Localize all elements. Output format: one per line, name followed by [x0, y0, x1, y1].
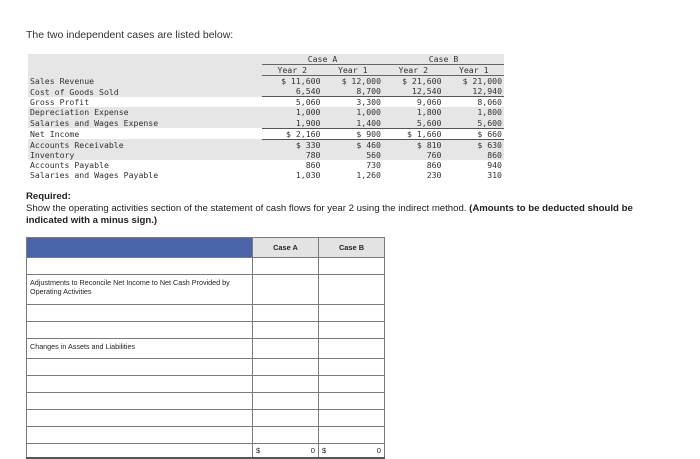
answer-header-case-b: Case B: [319, 238, 385, 258]
value-case-a-year2: $ 11,600: [262, 76, 323, 87]
case-b-year2-header: Year 2: [383, 65, 444, 76]
answer-case-a-input[interactable]: [253, 322, 319, 339]
value-case-a-year2: 1,030: [262, 170, 323, 180]
value-case-a-year2: 5,060: [262, 97, 323, 108]
value-case-a-year1: 3,300: [323, 97, 384, 108]
answer-case-b-input[interactable]: [319, 322, 385, 339]
value-case-b-year2: 12,540: [383, 86, 444, 97]
value-case-a-year1: 730: [323, 160, 384, 170]
answer-label-input[interactable]: [27, 427, 253, 444]
case-b-year1-header: Year 1: [444, 65, 505, 76]
value-case-b-year1: 8,060: [444, 97, 505, 108]
row-label: Salaries and Wages Expense: [28, 118, 262, 129]
answer-case-b-input[interactable]: [319, 376, 385, 393]
value-case-b-year1: 12,940: [444, 86, 505, 97]
answer-case-b-input[interactable]: [319, 427, 385, 444]
value-case-a-year2: $ 330: [262, 139, 323, 150]
answer-label-input[interactable]: [27, 393, 253, 410]
row-accounts-payable: [28, 160, 504, 170]
row-label: Net Income: [28, 128, 262, 139]
adjustments-section-label: Adjustments to Reconcile Net Income to Net Cash Provided by Operating Activities: [27, 275, 253, 305]
row-accounts-receivable: [28, 139, 504, 150]
value-case-a-year2: 6,540: [262, 86, 323, 97]
answer-table: [26, 237, 385, 459]
answer-case-b-input[interactable]: [319, 258, 385, 275]
answer-label-input[interactable]: [27, 305, 253, 322]
case-data-table: [28, 54, 504, 180]
intro-text: The two independent cases are listed below:: [26, 29, 234, 41]
answer-case-a-cell: [253, 339, 319, 359]
answer-case-b-input[interactable]: [319, 393, 385, 410]
answer-row: [27, 258, 385, 275]
value-case-b-year2: $ 1,660: [383, 128, 444, 139]
row-depreciation-expense: [28, 107, 504, 117]
row-label: Gross Profit: [28, 97, 262, 108]
answer-row: [27, 359, 385, 376]
answer-case-a-input[interactable]: [253, 410, 319, 427]
row-net-income: [28, 128, 504, 139]
total-case-a-value: 0: [310, 446, 315, 455]
case-a-year1-header: Year 1: [323, 65, 384, 76]
value-case-b-year1: 310: [444, 170, 505, 180]
row-label: Sales Revenue: [28, 76, 262, 87]
answer-header-row: [27, 238, 385, 258]
value-case-a-year1: 1,400: [323, 118, 384, 129]
row-salaries-wages-expense: [28, 118, 504, 129]
answer-row: [27, 427, 385, 444]
row-label: Accounts Receivable: [28, 139, 262, 150]
value-case-a-year2: $ 2,160: [262, 128, 323, 139]
value-case-b-year1: 5,600: [444, 118, 505, 129]
answer-case-b-input[interactable]: [319, 305, 385, 322]
year-header-row: [28, 65, 504, 76]
answer-section-changes: [27, 339, 385, 359]
answer-row: [27, 393, 385, 410]
total-case-b-value: 0: [376, 446, 381, 455]
answer-case-a-input[interactable]: [253, 427, 319, 444]
answer-case-b-cell: [319, 275, 385, 305]
row-label: Inventory: [28, 150, 262, 160]
answer-section-adjustments: [27, 275, 385, 305]
value-case-b-year2: 230: [383, 170, 444, 180]
value-case-b-year2: 760: [383, 150, 444, 160]
value-case-b-year1: 940: [444, 160, 505, 170]
answer-row: [27, 305, 385, 322]
required-title: Required:: [26, 191, 71, 202]
answer-row: [27, 410, 385, 427]
answer-label-input[interactable]: [27, 359, 253, 376]
answer-case-a-input[interactable]: [253, 258, 319, 275]
value-case-a-year1: $ 12,000: [323, 76, 384, 87]
changes-section-label: Changes in Assets and Liabilities: [27, 339, 253, 359]
value-case-b-year2: 860: [383, 160, 444, 170]
total-case-b-dollar: $: [322, 446, 327, 455]
value-case-b-year2: 1,800: [383, 107, 444, 117]
required-note: (Amounts to be deducted should be indicated with a minus sign.): [26, 203, 633, 226]
value-case-b-year2: $ 21,600: [383, 76, 444, 87]
value-case-a-year1: 560: [323, 150, 384, 160]
answer-label-input[interactable]: [27, 410, 253, 427]
value-case-b-year2: 5,600: [383, 118, 444, 129]
answer-label-input[interactable]: [27, 258, 253, 275]
answer-total-row: [27, 444, 385, 459]
row-cost-of-goods-sold: [28, 86, 504, 97]
answer-case-b-cell: [319, 339, 385, 359]
answer-case-a-input[interactable]: [253, 393, 319, 410]
answer-row: [27, 376, 385, 393]
value-case-a-year1: 1,260: [323, 170, 384, 180]
value-case-b-year1: $ 660: [444, 128, 505, 139]
row-gross-profit: [28, 97, 504, 108]
case-b-header: Case B: [383, 54, 504, 65]
answer-header-case-a: Case A: [253, 238, 319, 258]
case-header-row: [28, 54, 504, 65]
answer-case-a-input[interactable]: [253, 305, 319, 322]
answer-case-b-input[interactable]: [319, 410, 385, 427]
total-case-a-dollar: $: [256, 446, 261, 455]
row-label: Depreciation Expense: [28, 107, 262, 117]
value-case-a-year2: 1,900: [262, 118, 323, 129]
value-case-a-year2: 1,000: [262, 107, 323, 117]
row-label: Accounts Payable: [28, 160, 262, 170]
value-case-a-year2: 780: [262, 150, 323, 160]
answer-case-a-input[interactable]: [253, 359, 319, 376]
answer-case-a-input[interactable]: [253, 376, 319, 393]
answer-label-input[interactable]: [27, 322, 253, 339]
value-case-b-year2: $ 810: [383, 139, 444, 150]
value-case-b-year2: 9,060: [383, 97, 444, 108]
case-a-year2-header: Year 2: [262, 65, 323, 76]
required-instructions: [26, 191, 676, 227]
value-case-b-year1: 860: [444, 150, 505, 160]
answer-case-a-cell: [253, 275, 319, 305]
answer-total-label-input[interactable]: [27, 444, 253, 459]
answer-case-b-input[interactable]: [319, 359, 385, 376]
answer-header-blank: [27, 238, 253, 258]
row-sales-revenue: [28, 76, 504, 87]
answer-label-input[interactable]: [27, 376, 253, 393]
required-text-block: [26, 203, 676, 227]
value-case-b-year1: 1,800: [444, 107, 505, 117]
value-case-a-year2: 860: [262, 160, 323, 170]
row-label: Salaries and Wages Payable: [28, 170, 262, 180]
required-text: Show the operating activities section of the statement of cash flows for year 2 using the indirect method.: [26, 203, 467, 214]
value-case-b-year1: $ 630: [444, 139, 505, 150]
value-case-a-year1: 8,700: [323, 86, 384, 97]
value-case-a-year1: 1,000: [323, 107, 384, 117]
row-inventory: [28, 150, 504, 160]
row-label: Cost of Goods Sold: [28, 86, 262, 97]
answer-row: [27, 322, 385, 339]
value-case-a-year1: $ 460: [323, 139, 384, 150]
row-salaries-wages-payable: [28, 170, 504, 180]
total-case-a: [253, 444, 319, 459]
value-case-b-year1: $ 21,000: [444, 76, 505, 87]
case-a-header: Case A: [262, 54, 383, 65]
value-case-a-year1: $ 900: [323, 128, 384, 139]
total-case-b: [319, 444, 385, 459]
